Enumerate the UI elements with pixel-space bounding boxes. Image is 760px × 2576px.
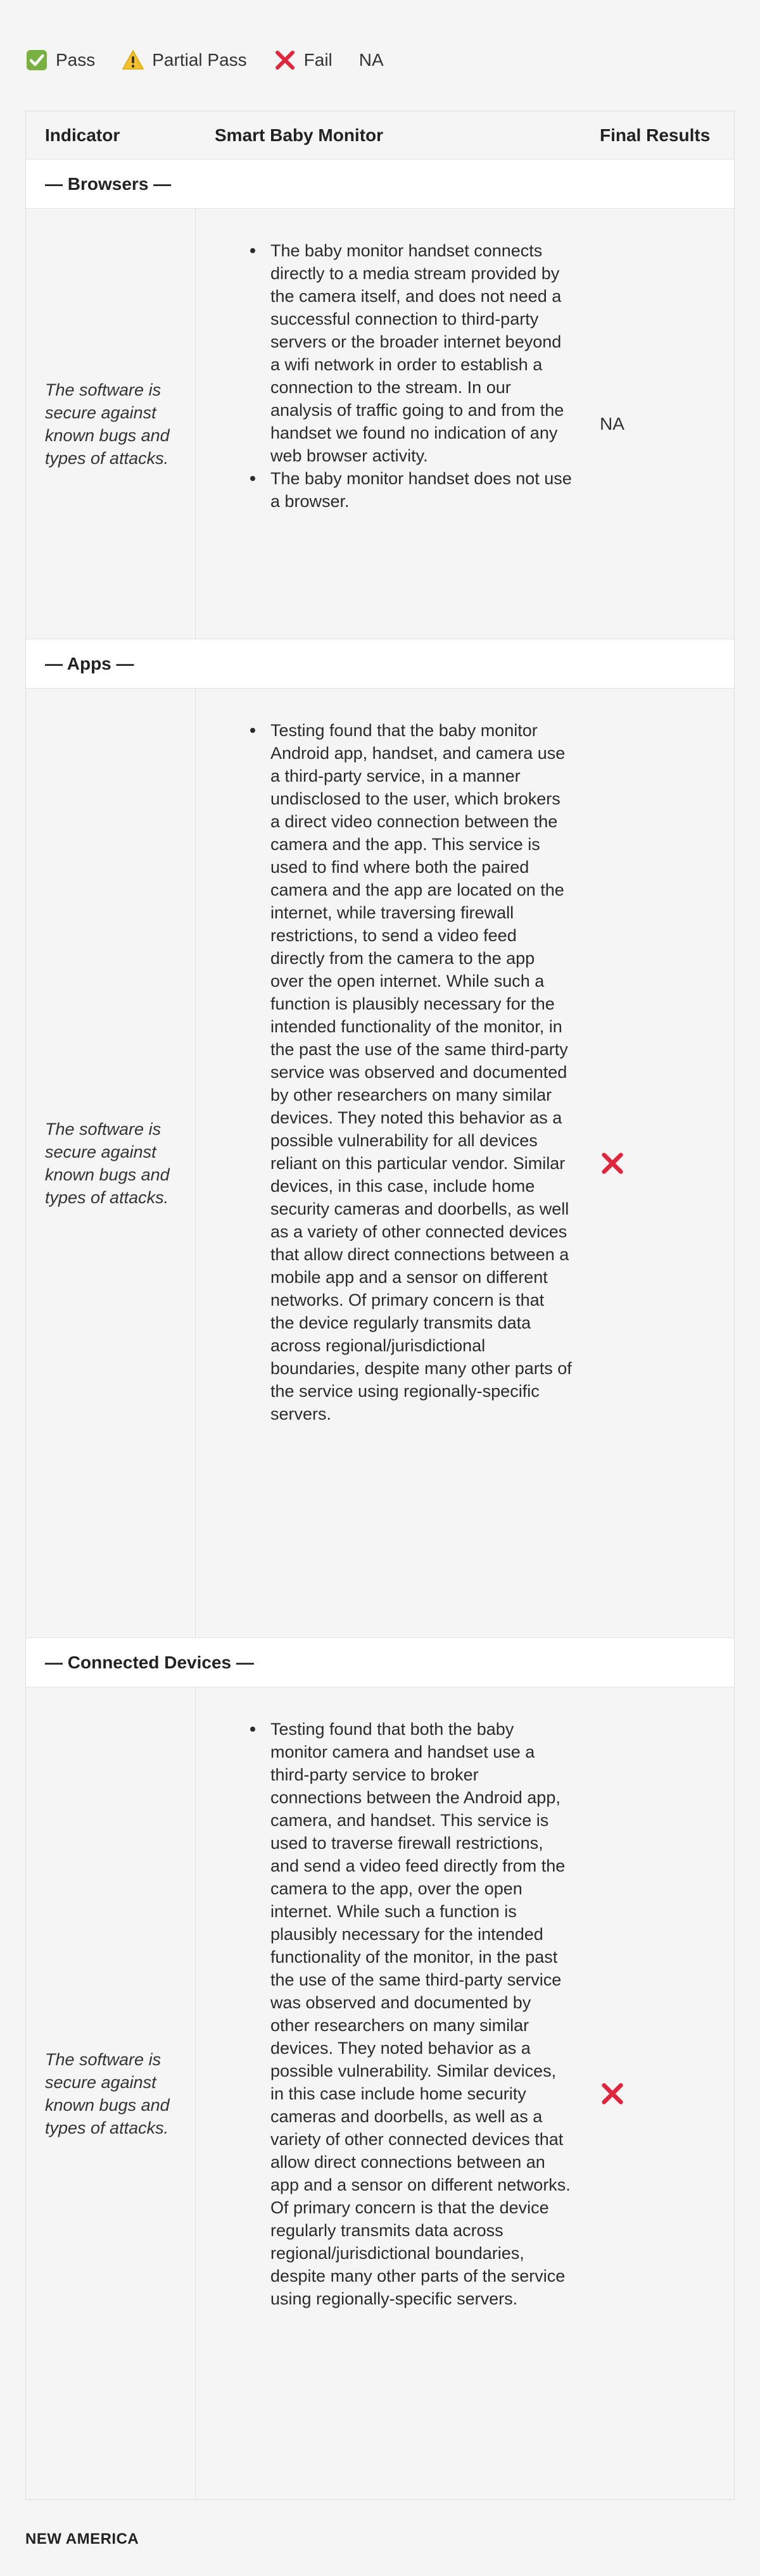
legend-pass [25,49,95,72]
legend-na-label: NA [358,50,384,70]
table-row [26,209,734,639]
table-header [26,111,734,159]
section-header-apps: — Apps — [26,639,734,689]
bullet-item: Testing found that both the baby monitor camera and handset use a third-party service to broker connections between the Android app, camera, and handset. This service is used to traverse firewall restrictions, and send a video feed directly from the camera to the app, over the open internet. While such a function is plausibly necessary for the intended functionality of the monitor, in the past the use of the same third-party service was observed and documented by other researchers on many similar devices. They noted behavior as a possible vulnerability. Similar devices, in this case include home security cameras and doorbells, as well as a variety of other connected devices that allow direct connections between an app and a sensor on different networks. Of primary concern is that the device regularly transmits data across regional/jurisdictional boundaries, despite many other parts of the service using regionally-specific servers. [196,1718,572,2310]
indicator-cell: The software is secure against known bugs and types of attacks. [26,689,196,1637]
check-mark-icon [25,49,48,72]
result-cell [577,209,735,639]
brand-footer[interactable]: NEW AMERICA [25,2530,139,2548]
header-product: Smart Baby Monitor [215,125,384,145]
bullet-item: The baby monitor handset does not use a browser. [196,467,572,513]
result-cell [577,1687,735,2499]
legend [25,47,384,73]
table-row [26,1687,734,2499]
legend-fail [274,49,332,72]
header-results: Final Results [600,125,711,145]
results-table [25,111,735,2500]
legend-partial [122,49,246,72]
legend-na [359,50,384,70]
cross-mark-icon [600,2081,625,2106]
bullet-item: Testing found that the baby monitor Android app, handset, and camera use a third-party service, in a manner undisclosed to the user, which brokers a direct video connection between the camera and the app. This service is used to find where both the paired camera and the app are located on the internet, while traversing firewall restrictions, to send a video feed directly from the camera to the app over the open internet. While such a function is plausibly necessary for the intended functionality of the monitor, in the past the use of the same third-party service was observed and documented by other researchers on many similar devices. They noted this behavior as a possible vulnerability for all devices reliant on this particular vendor. Similar devices, in this case, include home security cameras and doorbells, as well as a variety of other connected devices that allow direct connections between a mobile app and a sensor on different networks. Of primary concern is that the device regularly transmits data across regional/jurisdictional boundaries, despite many other parts of the service using regionally-specific servers. [196,719,572,1425]
section-header-browsers: — Browsers — [26,159,734,209]
description-cell [196,1687,577,2499]
indicator-cell: The software is secure against known bugs and types of attacks. [26,1687,196,2499]
legend-fail-label: Fail [303,50,332,70]
legend-partial-label: Partial Pass [152,50,247,70]
table-row [26,689,734,1638]
result-na: NA [600,413,624,434]
indicator-cell: The software is secure against known bugs and types of attacks. [26,209,196,639]
legend-pass-label: Pass [56,50,96,70]
section-header-connected-devices: — Connected Devices — [26,1638,734,1687]
description-cell [196,209,577,639]
description-cell [196,689,577,1637]
result-cell [577,689,735,1637]
cross-mark-icon [274,49,296,72]
cross-mark-icon [600,1151,625,1176]
bullet-item: The baby monitor handset connects directly to a media stream provided by the camera itself, and does not need a successful connection to third-party servers or the broader internet beyond a wifi network in order to establish a connection to the stream. In our analysis of traffic going to and from the handset we found no indication of any web browser activity. [196,239,572,467]
header-indicator: Indicator [45,125,120,145]
warning-icon [122,49,144,72]
